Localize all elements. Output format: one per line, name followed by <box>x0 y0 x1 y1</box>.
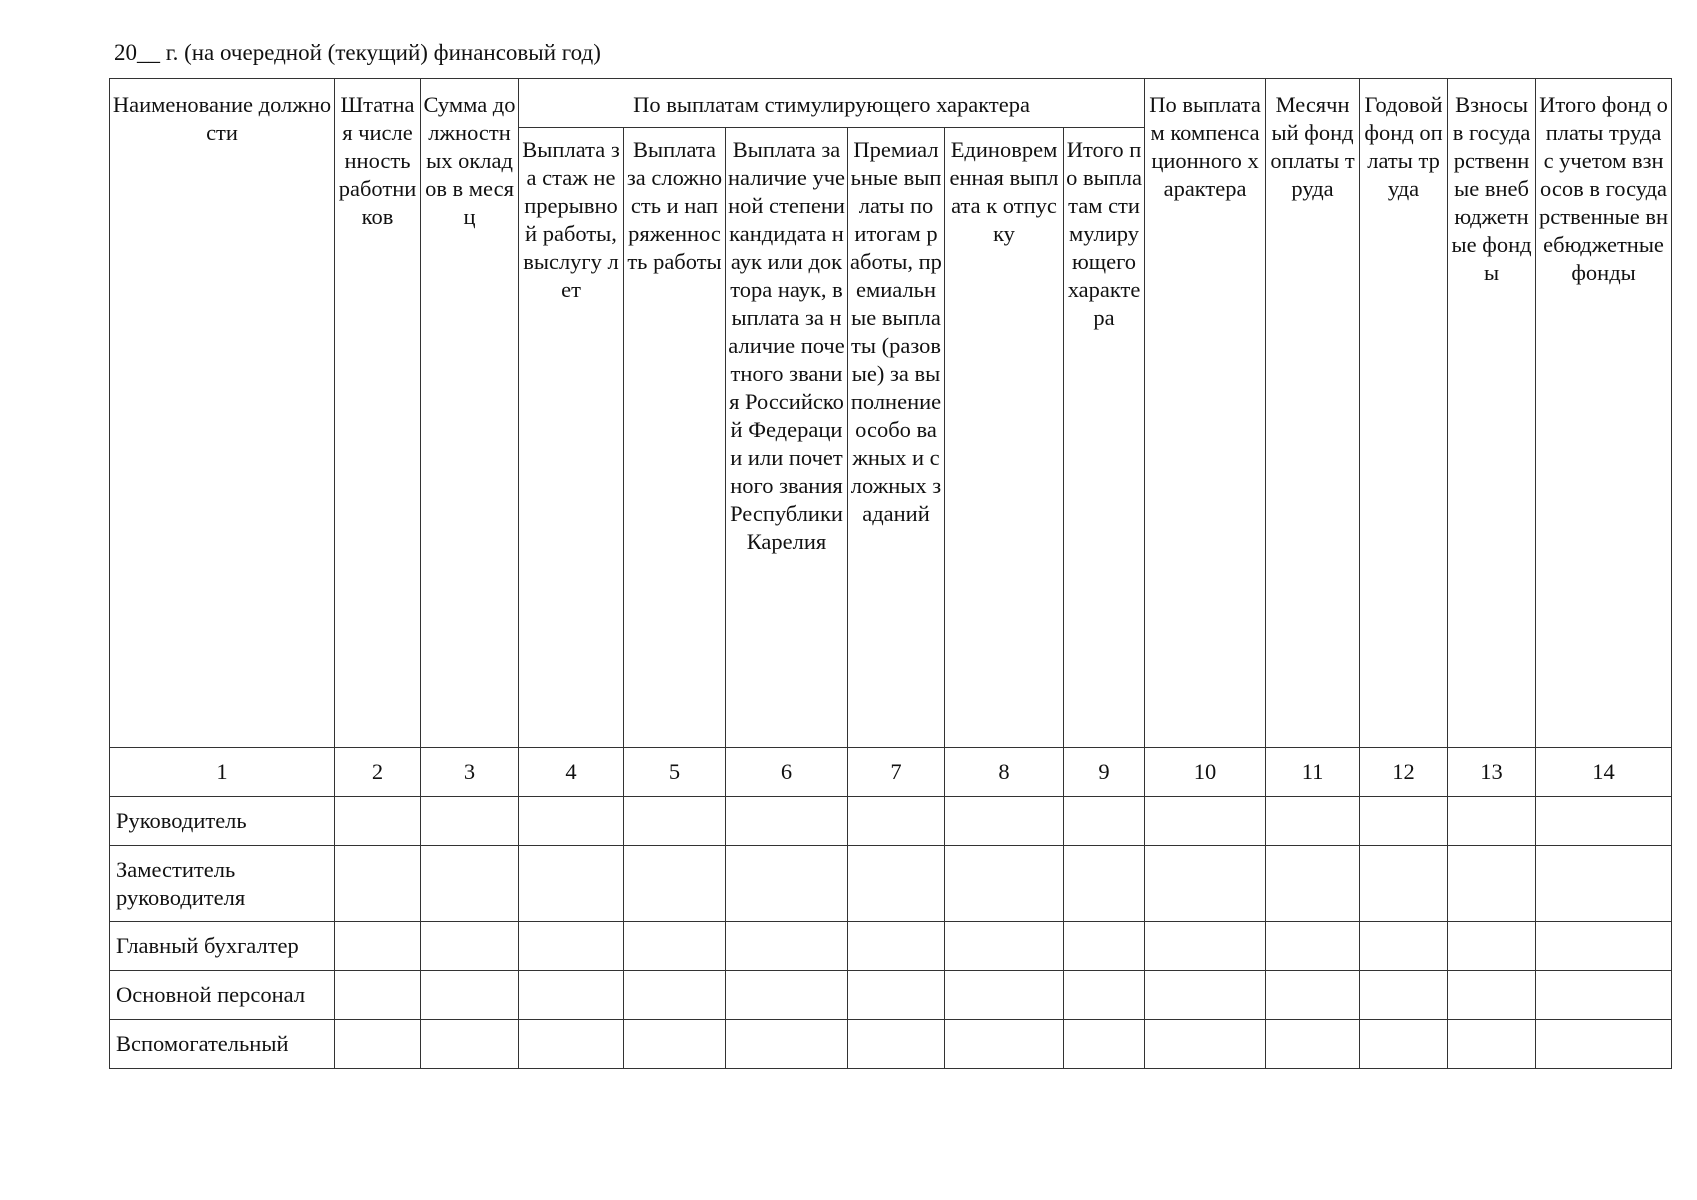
column-number: 4 <box>519 748 624 797</box>
table-cell[interactable] <box>421 797 519 846</box>
table-row-auxiliary <box>110 1020 1672 1069</box>
table-cell[interactable] <box>1536 797 1672 846</box>
table-cell[interactable] <box>1064 922 1145 971</box>
header-incentive-group: По выплатам стимулирующего характера <box>519 79 1145 128</box>
header-compensation: По выплатам компенсационного характера <box>1145 79 1266 748</box>
table-cell[interactable] <box>945 922 1064 971</box>
form-caption: 20__ г. (на очередной (текущий) финансовый год) <box>114 40 601 65</box>
table-cell[interactable] <box>726 846 848 922</box>
table-cell[interactable] <box>519 846 624 922</box>
table-row-director <box>110 797 1672 846</box>
table-cell[interactable] <box>421 971 519 1020</box>
table-cell[interactable] <box>624 922 726 971</box>
table-cell[interactable] <box>519 1020 624 1069</box>
table-cell[interactable] <box>1536 846 1672 922</box>
table-cell[interactable] <box>1145 1020 1266 1069</box>
column-number: 11 <box>1266 748 1360 797</box>
header-incentive-complexity: Выплата за сложность и напряженность работы <box>624 128 726 748</box>
table-cell[interactable] <box>519 971 624 1020</box>
header-incentive-degree: Выплата за наличие ученой степени кандидата наук или доктора наук, выплата за наличие почетного звания Российской Федерации или почетного звания Республики Карелия <box>726 128 848 748</box>
header-headcount: Штатная численность работников <box>335 79 421 748</box>
header-annual-fund: Годовой фонд оплаты труда <box>1360 79 1448 748</box>
column-number: 5 <box>624 748 726 797</box>
table-cell[interactable] <box>335 922 421 971</box>
column-number: 14 <box>1536 748 1672 797</box>
column-number: 12 <box>1360 748 1448 797</box>
table-cell[interactable] <box>1448 846 1536 922</box>
table-cell[interactable] <box>421 922 519 971</box>
header-incentive-vacation: Единовременная выплата к отпуску <box>945 128 1064 748</box>
table-cell[interactable] <box>1266 922 1360 971</box>
header-incentive-seniority: Выплата за стаж непрерывной работы, выслугу лет <box>519 128 624 748</box>
table-cell[interactable] <box>1145 971 1266 1020</box>
header-row-top <box>110 79 1672 128</box>
header-monthly-fund: Месячный фонд оплаты труда <box>1266 79 1360 748</box>
header-incentive-bonus: Премиальные выплаты по итогам работы, премиальные выплаты (разовые) за выполнение особо важных и сложных заданий <box>848 128 945 748</box>
table-cell[interactable] <box>335 971 421 1020</box>
table-cell[interactable] <box>519 797 624 846</box>
table-cell[interactable] <box>624 846 726 922</box>
table-cell[interactable] <box>1360 971 1448 1020</box>
table-cell[interactable] <box>1266 846 1360 922</box>
table-cell[interactable] <box>1448 971 1536 1020</box>
column-number: 9 <box>1064 748 1145 797</box>
table-cell[interactable] <box>848 846 945 922</box>
header-contributions: Взносы в государственные внебюджетные фонды <box>1448 79 1536 748</box>
table-cell[interactable] <box>335 1020 421 1069</box>
table-row-chief-accountant <box>110 922 1672 971</box>
table-cell[interactable] <box>1145 846 1266 922</box>
table-cell[interactable] <box>1448 1020 1536 1069</box>
table-cell[interactable] <box>421 1020 519 1069</box>
header-total-fund: Итого фонд оплаты труда с учетом взносов в государственные внебюджетные фонды <box>1536 79 1672 748</box>
table-cell[interactable] <box>945 846 1064 922</box>
column-number: 2 <box>335 748 421 797</box>
table-cell[interactable] <box>1266 1020 1360 1069</box>
header-incentive-total: Итого по выплатам стимулирующего характера <box>1064 128 1145 748</box>
table-cell[interactable] <box>848 922 945 971</box>
column-number: 7 <box>848 748 945 797</box>
table-cell[interactable] <box>726 797 848 846</box>
table-cell[interactable] <box>1536 1020 1672 1069</box>
table-cell[interactable] <box>848 971 945 1020</box>
row-label: Заместитель руководителя <box>110 846 335 922</box>
table-cell[interactable] <box>624 1020 726 1069</box>
table-cell[interactable] <box>1064 846 1145 922</box>
table-row-deputy <box>110 846 1672 922</box>
column-number: 1 <box>110 748 335 797</box>
table-cell[interactable] <box>1360 797 1448 846</box>
table-row-main-staff <box>110 971 1672 1020</box>
table-cell[interactable] <box>1536 971 1672 1020</box>
table-cell[interactable] <box>1448 797 1536 846</box>
table-cell[interactable] <box>945 1020 1064 1069</box>
column-number: 13 <box>1448 748 1536 797</box>
table-cell[interactable] <box>1266 971 1360 1020</box>
row-label: Главный бухгалтер <box>110 922 335 971</box>
row-label: Вспомогательный <box>110 1020 335 1069</box>
column-number: 8 <box>945 748 1064 797</box>
table-cell[interactable] <box>1064 1020 1145 1069</box>
table-cell[interactable] <box>726 971 848 1020</box>
table-cell[interactable] <box>1360 846 1448 922</box>
column-number: 6 <box>726 748 848 797</box>
table-cell[interactable] <box>1064 797 1145 846</box>
table-cell[interactable] <box>848 797 945 846</box>
row-label: Основной персонал <box>110 971 335 1020</box>
table-cell[interactable] <box>624 797 726 846</box>
table-cell[interactable] <box>335 846 421 922</box>
row-label: Руководитель <box>110 797 335 846</box>
column-number: 10 <box>1145 748 1266 797</box>
table-cell[interactable] <box>1064 971 1145 1020</box>
table-cell[interactable] <box>335 797 421 846</box>
table-cell[interactable] <box>624 971 726 1020</box>
table-cell[interactable] <box>945 797 1064 846</box>
payroll-table <box>109 78 1672 1069</box>
header-salary-sum: Сумма должностных окладов в месяц <box>421 79 519 748</box>
table-cell[interactable] <box>519 922 624 971</box>
table-cell[interactable] <box>421 846 519 922</box>
table-cell[interactable] <box>726 922 848 971</box>
table-cell[interactable] <box>1360 922 1448 971</box>
table-cell[interactable] <box>945 971 1064 1020</box>
table-cell[interactable] <box>726 1020 848 1069</box>
table-cell[interactable] <box>1448 922 1536 971</box>
table-cell[interactable] <box>1145 922 1266 971</box>
table-cell[interactable] <box>1536 922 1672 971</box>
header-position: Наименование должности <box>110 79 335 748</box>
table-cell[interactable] <box>1266 797 1360 846</box>
table-cell[interactable] <box>848 1020 945 1069</box>
table-cell[interactable] <box>1360 1020 1448 1069</box>
table-cell[interactable] <box>1145 797 1266 846</box>
column-number: 3 <box>421 748 519 797</box>
column-number-row <box>110 748 1672 797</box>
